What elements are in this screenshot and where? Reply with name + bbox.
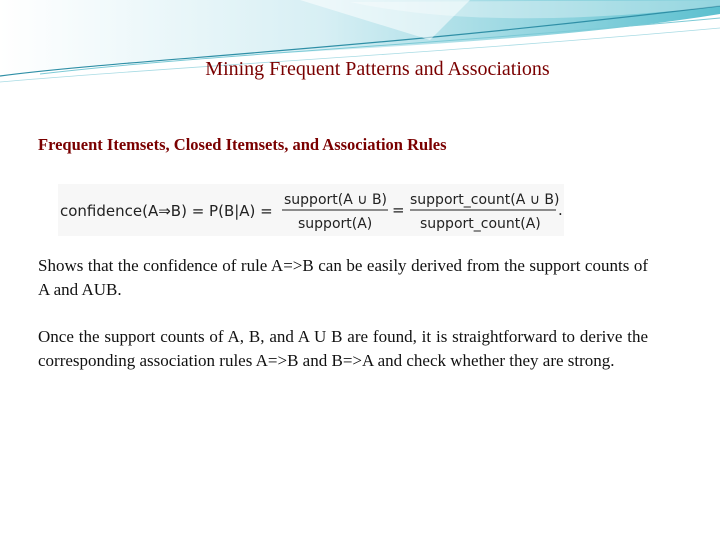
body-paragraph: Once the support counts of A, B, and A U B are found, it is straightforward to derive the corresponding association rules A=>B and B=>A and check whether they are strong. [38, 327, 648, 370]
slide-title: Mining Frequent Patterns and Associations [205, 58, 550, 80]
body-paragraph: Shows that the confidence of rule A=>B can be easily derived from the support counts of A and AUB. [38, 256, 648, 299]
confidence-formula [58, 184, 564, 236]
formula-frac2-den: support_count(A) [420, 216, 541, 232]
formula-frac2-num: support_count(A ∪ B) [410, 192, 560, 208]
formula-lhs: confidence(A⇒B) = P(B|A) = [60, 202, 273, 220]
formula-frac1-den: support(A) [298, 216, 373, 232]
section-subtitle: Frequent Itemsets, Closed Itemsets, and Association Rules [38, 135, 447, 154]
formula-eq: = [392, 201, 405, 219]
formula-frac1-num: support(A ∪ B) [284, 192, 388, 208]
formula-end: . [558, 201, 563, 219]
